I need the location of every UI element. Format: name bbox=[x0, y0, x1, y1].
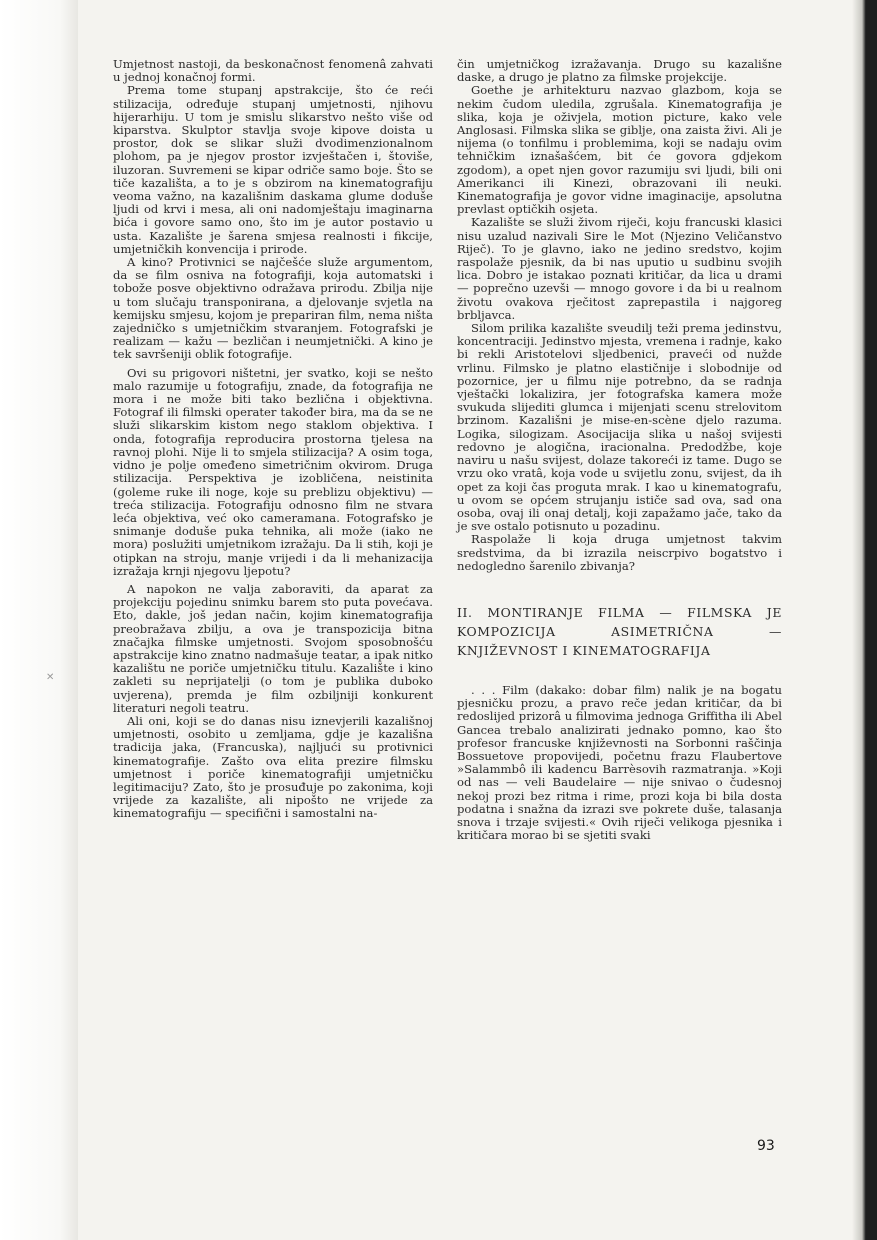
paragraph: Ali oni, koji se do danas nisu iznevjerili kazališnoj umjetnosti, osobito u zemljama, gdje je kazališna tradicija jaka, (Francuska), najljući su protivnici kinematografije. Zašto ova elita prezire filmsku umjetnost i poriče kinematografiji umjetničku legitimaciju? Zato, što je prosuđuje po zakonima, koji vrijede za kazalište, ali nipošto ne vrijede za kinematografiju — specifični i samostalni na- bbox=[113, 713, 433, 821]
page-number: 93 bbox=[757, 1138, 775, 1154]
page-edge-shadow bbox=[852, 0, 877, 1240]
paragraph: Prema tome stupanj apstrakcije, što će reći stilizacija, određuje stupanj umjetnosti, njihovu hijerarhiju. U tom je smislu slikarstvo nešto više od kiparstva. Skulptor stavlja svoje kipove doista u prostor, dok se slikar služi dvodimenzionalnom plohom, pa je njegov prostor izvještačen i, štoviše, iluzoran. Suvremeni se kipar odriče samo boje. Što se tiče kazališta, a to je s obzirom na kinematografiju veoma važno, na kazališnim daskama glume doduše ljudi od krvi i mesa, ali oni nadomještaju imaginarna bića i govore samo ono, što im je autor postavio u usta. Kazalište je šarena smjesa realnosti i fikcije, umjetničkih konvencija i prirode. bbox=[113, 83, 433, 256]
paragraph: A napokon ne valja zaboraviti, da aparat za projekciju pojedinu snimku barem sto puta povećava. Eto, dakle, još jedan način, kojim kinematografija preobražava zbilju, a ova je transpozicija bitna značajka filmske umjetnosti. Svojom sposobnošću apstrakcije kino znatno nadmašuje teatar, a ipak nitko kazalištu ne poriče umjetničku titulu. Kazalište i kino zakleti su neprijatelji (o tom je publika duboko uvjerena), premda je film ozbiljniji konkurent literaturi negoli teatru. bbox=[113, 581, 433, 715]
page-binding-margin bbox=[0, 0, 78, 1240]
section-heading: II. MONTIRANJE FILMA — FILMSKA JE KOMPOZICIJA ASIMETRIČNA — KNJIŽEVNOST I KINEMATOGRAFIJA bbox=[457, 604, 782, 658]
paragraph: Silom prilika kazalište sveudilj teži prema jedinstvu, koncentraciji. Jedinstvo mjesta, vremena i radnje, kako bi rekli Aristotelovi sljedbenici, pravеći od nužde vrlinu. Filmsko je platno elastičnije i slobodnije od pozornice, jer u filmu nije potrebno, da se radnja vještački lokalizira, jer fotografska kamera može svukuda slijediti glumca i mijenjati scenu strelovitom brzinom. Kazališni je mise-en-scène djelo razuma. Logika, silogizam. Asocijacija slika u našoj svijesti redovno je alogična, iracionalna. Predodžbe, koje naviru u našu svijest, dolaze takoreći iz tame. Dugo se vrzu oko vratâ, koja vode u svijetlu zonu, svijest, da ih opet za koji čas proguta mrak. I kao u kinematografu, u ovom se općem strujanju ističe sad ova, sad ona osoba, ovaj ili onaj detalj, koji zapažamo jače, tako da je sve ostalo potisnuto u pozadinu. bbox=[457, 321, 782, 534]
paragraph: čin umjetničkog izražavanja. Drugo su kazališne daske, a drugo je platno za filmske projekcije. bbox=[457, 57, 782, 85]
paragraph: Ovi su prigovori ništetni, jer svatko, koji se nešto malo razumije u fotografiju, znade, da fotografija ne mora i ne može biti tako bezlična i objektivna. Fotograf ili filmski operater također bira, ma da se ne služi slikarskim kistom nego staklom objektiva. I onda, fotografija reproducira prostorna tjelesa na ravnoj plohi. Nije li to smjela stilizacija? A osim toga, vidno je polje omeđeno simetričnim okvirom. Druga stilizacija. Perspektiva je izobličena, neistinita (goleme ruke ili noge, koje su preblizu objektivu) — treća stilizacija. Fotografiju odnosno film ne stvara leća objektiva, već oko cameramana. Fotografsko je snimanje doduše puka tehnika, ali može (iako ne mora) poslužiti umjetnikom izražaju. Da li stih, koji je otipkan na stroju, manje vrijedi i da li mehanizacija izražaja krnji njegovu ljepotu? bbox=[113, 365, 433, 578]
paragraph: A kino? Protivnici se najčešće služe argumentom, da se film osniva na fotografiji, koja automatski i tobože posve objektivno odražava prirodu. Zbilja nije u tom slučaju transponirana, a djelovanje svjetla na kemijsku smjesu, kojom je prepariran film, nema ništa zajedničko s umjetničkim stvaranjem. Fotografski je realizam — kažu — bezličan i neumjetnički. A kino je tek savršeniji oblik fotografije. bbox=[113, 255, 433, 362]
paragraph: . . . Film (dakako: dobar film) nalik je na bogatu pjesničku prozu, a pravo reče jedan kritičar, da bi redoslijed prizorâ u filmovima jednoga Griffitha ili Abel Gancea trebalo analizirati jednako pomno, kao što profesor francuske književnosti na Sorbonni raščinja Bossuetove propovijedi, početnu frazu Flaubertove »Salammbô ili kadencu Barrèsovih razmatranja. »Koji od nas — veli Baudelaire — nije snivao o čudesnoj nekoj prozi bez ritma i rime, prozi koja bi bila dosta podatna i snažna da izrazi sve pokrete duše, talasanja snova i trzaje svijesti.« Ovih riječi velikoga pjesnika i kritičara morao bi se sjetiti svaki bbox=[457, 682, 782, 843]
margin-mark: ✕ bbox=[46, 672, 55, 683]
right-text-column bbox=[457, 58, 782, 842]
paragraph: Raspolaže li koja druga umjetnost takvim sredstvima, da bi izrazila neiscrpivo bogatstvo i nedogledno šarenilo zbivanja? bbox=[457, 532, 782, 573]
paragraph: Umjetnost nastoji, da beskonačnost fenomenâ zahvati u jednoj konačnoj formi. bbox=[113, 57, 433, 85]
paragraph: Kazalište se služi živom riječi, koju francuski klasici nisu uzalud nazivali Sire le Mot (Njezino Veličanstvo Riječ). To je glavno, iako ne jedino sredstvo, kojim raspolaže pjesnik, da bi nas uputio u sudbinu svojih lica. Dobro je istakao poznati kritičar, da lica u drami — poprečno uzevši — mnogo govore i da bi u realnom životu ovakova rječitost zaprepastila i najgoreg brbljavca. bbox=[457, 215, 782, 322]
paragraph: Goethe je arhitekturu nazvao glazbom, koja se nekim čudom uledila, zgrušala. Kinematografija je slika, koja je oživjela, motion picture, kako vele Anglosasi. Filmska slika se giblje, ona zaista živi. Ali je nijema (o tonfilmu i problemima, koji se nadaju ovim tehničkim iznašašćem, bit će govora gdjekom zgodom), a opet njen govor razumiju svi ljudi, bili oni Amerikanci ili Kinezi, obrazovani ili neuki. Kinematografija je govor vidne imaginacije, apsolutna prevlast optičkih osjeta. bbox=[457, 83, 782, 217]
left-text-column bbox=[113, 58, 433, 821]
